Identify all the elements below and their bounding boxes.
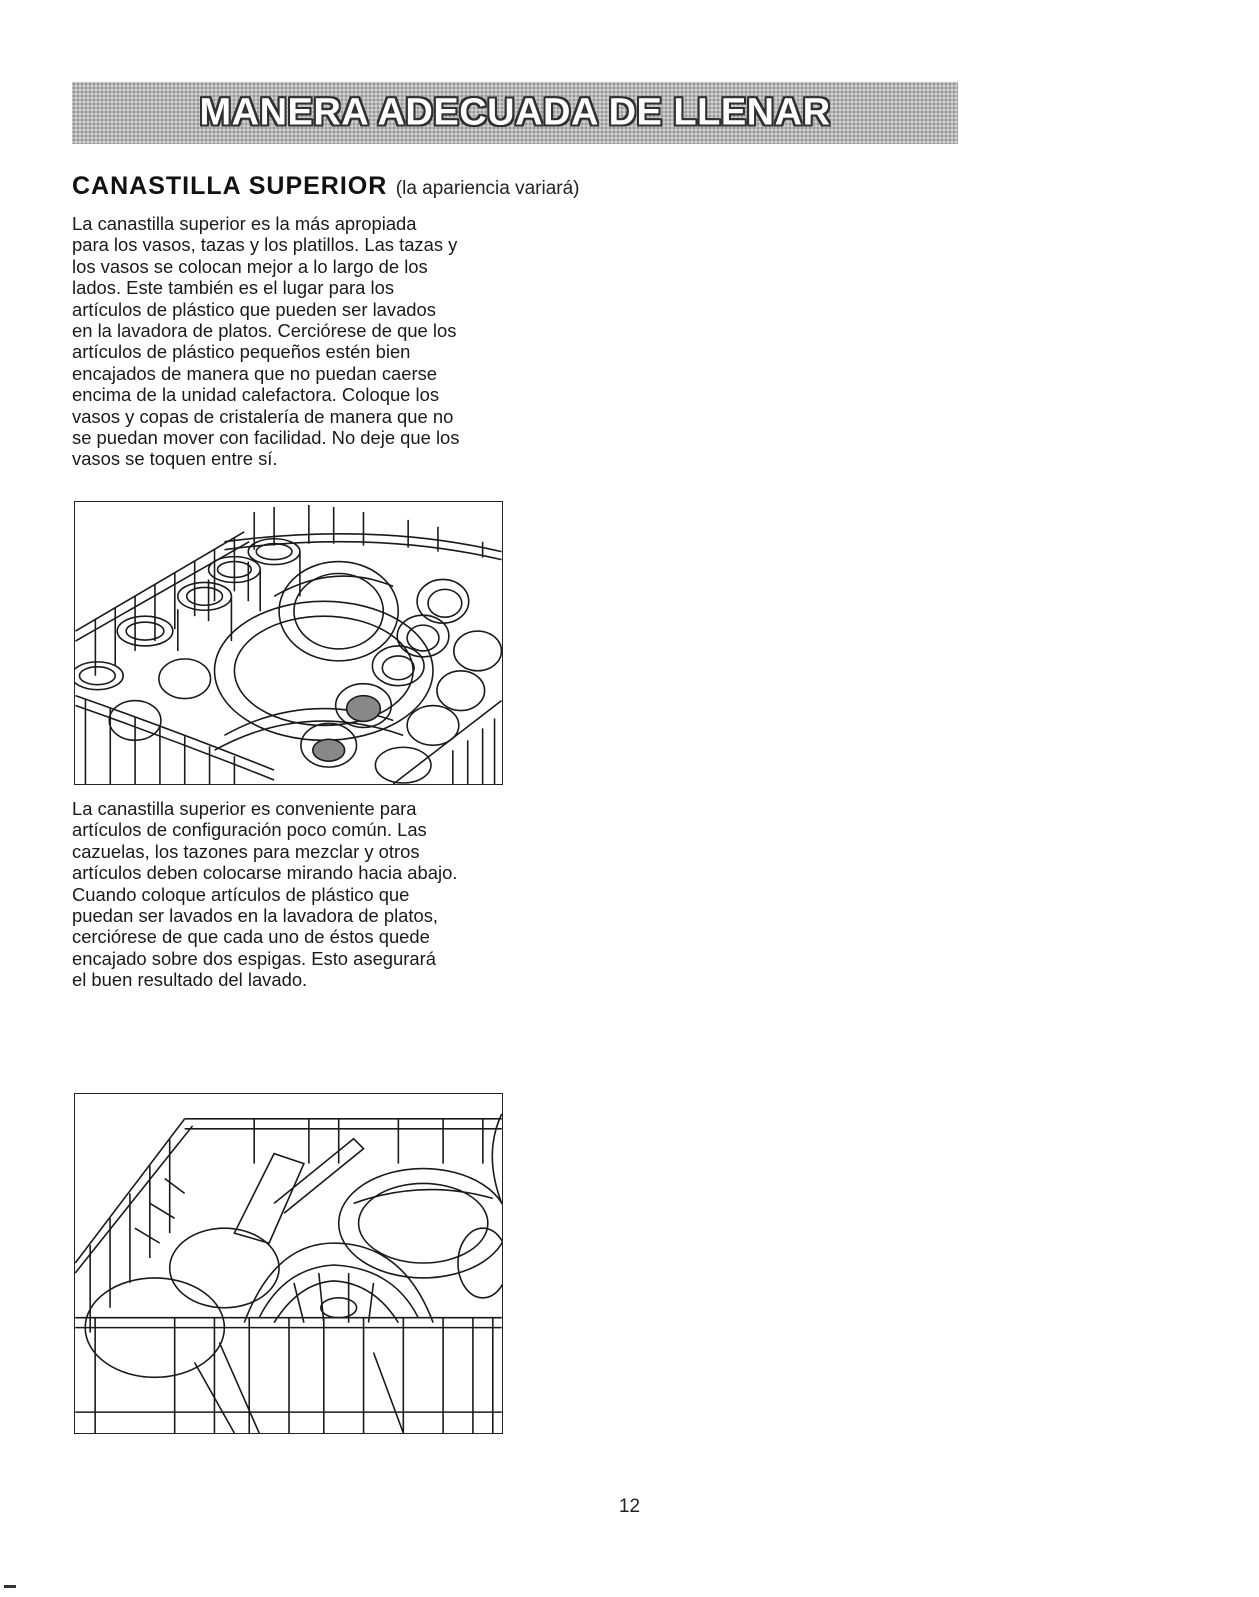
paragraph-line: en la lavadora de platos. Cerciórese de que los [72, 320, 457, 342]
rack-back-rail [185, 1119, 502, 1164]
cups-right-side [301, 579, 502, 783]
paragraph-line: vasos y copas de cristalería de manera que no [72, 405, 454, 427]
paragraph-line: puedan ser lavados en la lavadora de platos, [72, 905, 439, 927]
paragraph-line: artículos deben colocarse mirando hacia abajo. [72, 862, 458, 884]
paragraph-line: artículos de plástico que pueden ser lavados [72, 298, 436, 320]
paragraph-upper-rack-glasses [72, 213, 512, 470]
paragraph-line: Cuando coloque artículos de plástico que [72, 883, 410, 905]
paragraph-line: encajados de manera que no puedan caerse [72, 362, 438, 384]
page-number: 12 [618, 1496, 641, 1517]
rack-left-side [75, 1119, 192, 1333]
banner-title: MANERA ADECUADA DE LLENAR [199, 91, 831, 134]
paragraph-line: encima de la unidad calefactora. Coloque los [72, 384, 440, 406]
paragraph-line: La canastilla superior es conveniente para [72, 798, 417, 819]
title-banner [72, 82, 958, 144]
paragraph-line: vasos se toquen entre sí. [72, 448, 278, 470]
paragraph-line: artículos de configuración poco común. Las [72, 819, 427, 841]
paragraph-line: encajado sobre dos espigas. Esto asegurará [72, 947, 436, 969]
section-heading [72, 172, 580, 201]
paragraph-line: cazuelas, los tazones para mezclar y otros [72, 840, 420, 862]
paragraph-line: artículos de plástico pequeños estén bien [72, 341, 411, 363]
paragraph-line: lados. Este también es el lugar para los [72, 277, 395, 299]
glasses-left-row [75, 539, 300, 741]
paragraph-line: La canastilla superior es la más apropiada [72, 213, 417, 234]
upper-rack-bowls-illustration [74, 1093, 503, 1434]
scan-mark [4, 1585, 16, 1588]
upper-rack-glasses-illustration [74, 501, 503, 785]
paragraph-line: los vasos se colocan mejor a lo largo de los [72, 255, 428, 277]
paragraph-line: cerciórese de que cada uno de éstos quede [72, 926, 430, 948]
section-heading-main: CANASTILLA SUPERIOR [72, 172, 388, 200]
rack-front-wires [75, 1318, 501, 1433]
paragraph-upper-rack-unusual-items [72, 798, 512, 991]
paragraph-line: para los vasos, tazas y los platillos. Las tazas y [72, 234, 458, 256]
paragraph-line: se puedan mover con facilidad. No deje que los [72, 427, 460, 449]
bundt-pan [244, 1243, 433, 1323]
section-heading-note: (la apariencia variará) [395, 178, 580, 199]
paragraph-line: el buen resultado del lavado. [72, 969, 308, 991]
